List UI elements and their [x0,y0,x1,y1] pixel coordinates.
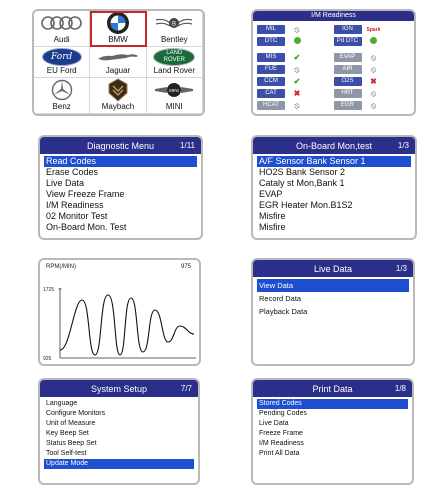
menu-item-freeze-frame[interactable]: Freeze Frame [259,430,303,437]
im-readiness-title: I/M Readiness [253,11,414,21]
rpm-waveform [40,260,201,366]
egr-tag: EGR [334,101,362,110]
menu-item-language[interactable]: Language [46,400,78,407]
live-data-header [253,260,413,277]
menu-item-af-sensor[interactable]: A/F Sensor Bank Sensor 1 [257,156,411,167]
diagnostic-menu-screen [38,135,203,240]
menu-title: On-Board Mon,test [295,140,373,151]
menu-item-view-data[interactable]: View Data [257,279,409,292]
mis-tag: MIS [257,53,285,62]
brand-bentley[interactable] [147,11,203,47]
live-data-list [253,277,413,318]
brand-grid [34,11,203,114]
menu-item-pending-codes[interactable]: Pending Codes [259,410,307,417]
brand-name: Benz [52,102,71,111]
air-tag: AIR [334,65,362,74]
menu-item-record-data[interactable]: Record Data [259,294,302,303]
menu-item-erase-codes[interactable]: Erase Codes [46,167,99,177]
menu-item-ho2s[interactable]: HO2S Bank Sensor 2 [259,167,346,177]
im-row [257,24,410,35]
page-count: 1/8 [394,384,406,393]
brand-select-screen [32,9,205,116]
fue-tag: FUE [257,65,285,74]
menu-title: Live Data [313,263,353,274]
rpm-graph-screen [38,258,201,366]
onboard-mon-screen [251,135,417,240]
onboard-mon-list [253,154,415,233]
ford-logo-text: Ford [51,51,73,62]
graph-min-label: 925 [43,356,52,362]
system-setup-list [40,397,198,469]
jaguar-logo [90,47,145,66]
print-data-screen [251,378,414,485]
maybach-logo [90,78,145,102]
im-row [257,76,410,87]
mini-logo [147,78,202,102]
menu-title: Print Data [312,383,353,394]
status-dot-icon [294,37,301,44]
fail-x-icon: ✖ [293,89,301,98]
land-rover-logo [147,47,202,66]
not-available-icon: ⦸ [294,25,300,34]
menu-item-evap[interactable]: EVAP [259,189,283,199]
bentley-logo [147,11,202,35]
bmw-logo [90,11,145,35]
not-available-icon: ⦸ [294,65,300,74]
brand-maybach[interactable] [90,78,146,114]
ccm-tag: CCM [257,77,285,86]
land-rover-logo-text-2: ROVER [163,56,185,63]
menu-item-misfire[interactable]: Misfire [259,222,286,232]
menu-item-live-data[interactable]: Live Data [259,420,289,427]
menu-item-live-data[interactable]: Live Data [46,178,85,188]
menu-item-unit-of-measure[interactable]: Unit of Measure [46,420,96,427]
not-available-icon: ⦸ [294,101,300,110]
onboard-mon-header [253,137,415,154]
menu-item-update-mode[interactable]: Update Mode [44,459,194,469]
mercedes-logo [34,78,89,102]
system-setup-header [40,380,198,397]
menu-item-status-beep-set[interactable]: Status Beep Set [46,440,97,447]
im-readiness-screen [251,9,416,116]
menu-item-print-all-data[interactable]: Print All Data [259,450,300,457]
menu-item-im-readiness[interactable]: I/M Readiness [46,200,104,210]
brand-eu-ford[interactable] [34,47,90,78]
brand-benz[interactable] [34,78,90,114]
not-available-icon: ⦸ [370,101,377,110]
o2s-tag: O2S [334,77,362,86]
brand-name: Maybach [101,102,135,111]
brand-audi[interactable] [34,11,90,47]
menu-item-configure-monitors[interactable]: Configure Monitors [46,410,106,417]
menu-title: System Setup [90,383,148,394]
spark-label: Spark [366,27,381,33]
not-available-icon: ⦸ [370,89,377,98]
fail-x-icon: ✖ [370,77,377,86]
im-row [257,36,410,47]
brand-name: Jaguar [105,66,131,75]
diagnostic-menu-list [40,154,201,233]
status-dot-icon [370,37,377,44]
mil-tag: MIL [257,25,285,34]
hcat-tag: HCAT [257,101,285,110]
land-rover-logo-text-1: LAND [166,49,183,56]
im-row [257,52,410,63]
brand-name: MINI [165,102,183,111]
check-icon: ✔ [293,53,301,62]
brand-name: Audi [53,35,70,44]
print-data-header [253,380,412,397]
diagnostic-menu-header [40,137,201,154]
graph-value: 975 [180,264,191,270]
evap-tag: EVAP [334,53,362,62]
menu-item-playback-data[interactable]: Playback Data [259,307,308,316]
page-count: 1/3 [395,264,407,273]
menu-item-misfire[interactable]: Misfire [259,211,286,221]
brand-land-rover[interactable] [147,47,203,78]
menu-item-catalyst[interactable]: Cataly st Mon,Bank 1 [259,178,345,188]
menu-item-o2-monitor-test[interactable]: 02 Monitor Test [46,211,108,221]
menu-item-onboard-mon-test[interactable]: On-Board Mon. Test [46,222,127,232]
menu-item-egr-heater[interactable]: EGR Heater Mon.B1S2 [259,200,353,210]
page-count: 1/3 [397,141,409,150]
live-data-screen [251,258,415,366]
brand-name: Bentley [160,35,188,44]
page-count: 7/7 [180,384,192,393]
print-data-list [253,397,412,459]
menu-item-read-codes[interactable]: Read Codes [44,156,197,167]
hrt-tag: HRT [334,89,362,98]
brand-jaguar[interactable] [90,47,146,78]
ford-logo [34,47,89,66]
brand-name: EU Ford [46,66,77,75]
im-row [257,64,410,75]
not-available-icon: ⦸ [370,53,377,62]
audi-logo [34,11,89,35]
menu-item-tool-self-test[interactable]: Tool Self-test [46,450,87,457]
pd-dtc-tag: Pd DTC [334,37,362,46]
dtc-tag: DTC [257,37,285,46]
im-row [257,100,410,111]
mini-logo-text: MINI [169,88,180,93]
brand-name: BMW [108,35,128,44]
menu-item-stored-codes[interactable]: Stored Codes [257,399,408,409]
cat-tag: CAT [257,89,285,98]
not-available-icon: ⦸ [370,65,377,74]
graph-label: RPM(/MIN) [46,264,76,270]
system-setup-screen [38,378,200,485]
menu-item-key-beep-set[interactable]: Key Beep Set [46,430,89,437]
menu-title: Diagnostic Menu [86,140,155,151]
check-icon: ✔ [293,77,301,86]
menu-item-im-readiness[interactable]: I/M Readiness [259,440,304,447]
svg-text:B: B [172,21,177,28]
im-readiness-body [253,21,414,114]
ign-tag: IGN [334,25,362,34]
brand-mini[interactable] [147,78,203,114]
im-row [257,88,410,99]
brand-bmw[interactable] [90,11,146,47]
menu-item-view-freeze-frame[interactable]: View Freeze Frame [46,189,125,199]
brand-name: Land Rover [153,66,195,75]
graph-max-label: 1725 [43,287,55,293]
page-count: 1/11 [180,141,195,150]
